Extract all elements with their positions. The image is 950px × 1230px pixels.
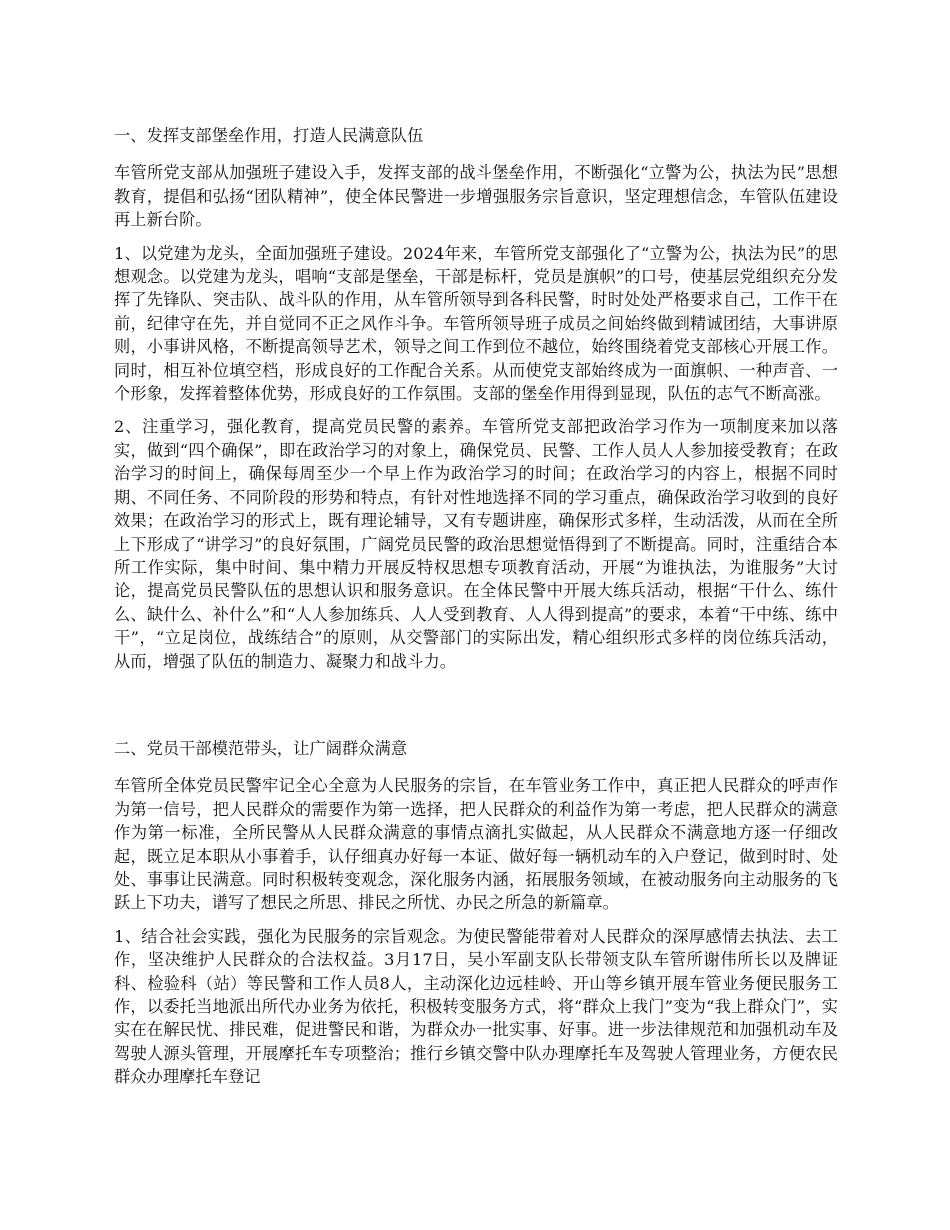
paragraph: 2、注重学习，强化教育，提高党员民警的素养。车管所党支部把政治学习作为一项制度来加以落实，做到“四个确保”，即在政治学习的对象上，确保党员、民警、工作人员人人参加接受教育；在政治学习的时间上，确保每周至少一个早上作为政治学习的时间；在政治学习的内容上，根据不同时期、不同任务、不同阶段的形势和特点，有针对性地选择不同的学习重点，确保政治学习收到的良好效果；在政治学习的形式上，既有理论辅导，又有专题讲座，确保形式多样，生动活泼，从而在全所上下形成了“讲学习”的良好氛围，广阔党员民警的政治思想觉悟得到了不断提高。同时，注重结合本所工作实际，集中时间、集中精力开展反特权思想专项教育活动，开展“为谁执法，为谁服务”大讨论，提高党员民警队伍的思想认识和服务意识。在全体民警中开展大练兵活动，根据“干什么、练什么、缺什么、补什么”和“人人参加练兵、人人受到教育、人人得到提高”的要求，本着“干中练、练中干”，“立足岗位，战练结合”的原则，从交警部门的实际出发，精心组织形式多样的岗位练兵活动，从而，增强了队伍的制造力、凝聚力和战斗力。	[114, 417, 838, 671]
paragraph: 车管所党支部从加强班子建设入手，发挥支部的战斗堡垒作用，不断强化“立警为公，执法为民”思想教育，提倡和弘扬“团队精神”，使全体民警进一步增强服务宗旨意识，坚定理想信念，车管队伍建设再上新台阶。	[114, 163, 838, 230]
section-heading: 一、发挥支部堡垒作用，打造人民满意队伍	[114, 126, 424, 145]
paragraph: 1、结合社会实践，强化为民服务的宗旨观念。为使民警能带着对人民群众的深厚感情去执法、去工作，坚决维护人民群众的合法权益。3月17日，吴小军副支队长带领支队车管所谢伟所长以及牌证科、检验科（站）等民警和工作人员8人，主动深化边远桂岭、开山等乡镇开展车管业务便民服务工作，以委托当地派出所代办业务为依托，积极转变服务方式，将“群众上我门”变为“我上群众门”，实实在在解民忧、排民难，促进警民和谐，为群众办一批实事、好事。进一步法律规范和加强机动车及驾驶人源头管理，开展摩托车专项整治；推行乡镇交警中队办理摩托车及驾驶人管理业务，方便农民群众办理摩托车登记	[114, 926, 838, 1087]
section-heading: 二、党员干部模范带头，让广阔群众满意	[114, 738, 408, 758]
document-body	[114, 124, 838, 1099]
paragraph: 1、以党建为龙头，全面加强班子建设。2024年来，车管所党支部强化了“立警为公，执法为民”的思想观念。以党建为龙头，唱响“支部是堡垒，干部是标杆，党员是旗帜”的口号，使基层党组织充分发挥了先锋队、突击队、战斗队的作用，从车管所领导到各科民警，时时处处严格要求自己，工作干在前，纪律守在先，并自觉同不正之风作斗争。车管所领导班子成员之间始终做到精诚团结，大事讲原则，小事讲风格，不断提高领导艺术，领导之间工作到位不越位，始终围绕着党支部核心开展工作。同时，相互补位填空档，形成良好的工作配合关系。从而使党支部始终成为一面旗帜、一种声音、一个形象，发挥着整体优势，形成良好的工作氛围。支部的堡垒作用得到显现，队伍的志气不断高涨。	[114, 243, 838, 404]
section-spacer	[114, 683, 838, 737]
paragraph: 车管所全体党员民警牢记全心全意为人民服务的宗旨，在车管业务工作中，真正把人民群众的呼声作为第一信号，把人民群众的需要作为第一选择，把人民群众的利益作为第一考虑，把人民群众的满意作为第一标准，全所民警从人民群众满意的事情点滴扎实做起，从人民群众不满意地方逐一仔细改起，既立足本职从小事着手，认仔细真办好每一本证、做好每一辆机动车的入户登记，做到时时、处处、事事让民满意。同时积极转变观念，深化服务内涵，拓展服务领域，在被动服务向主动服务的飞跃上下功夫，谱写了想民之所思、排民之所忧、办民之所急的新篇章。	[114, 776, 838, 913]
